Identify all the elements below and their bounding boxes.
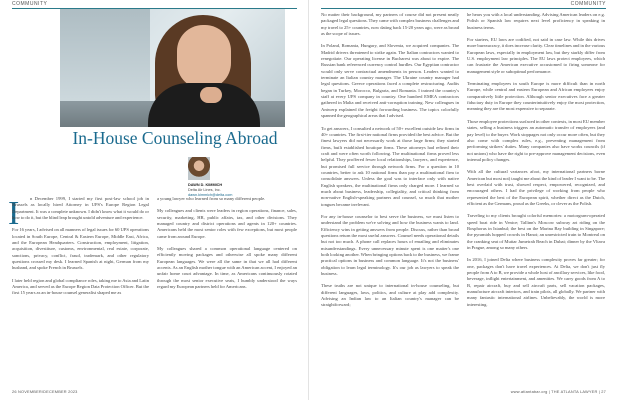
section-label: COMMUNITY: [570, 1, 606, 7]
drop-cap: I: [8, 195, 20, 232]
right-page: [309, 0, 618, 400]
author-email[interactable]: dawn.kimmich@delta.com: [188, 193, 233, 197]
page-footer: 26 NOVEMBER/DECEMBER 2023: [12, 389, 78, 394]
body-column-1: [12, 196, 149, 303]
author-byline: [188, 157, 288, 197]
paragraph: These truths are not unique to international in-house counseling, but different languages, laws, politics, and culture at play add complexity. Advising an Indian law to an Italian country's manager can be straightforward;: [321, 283, 459, 308]
paragraph: With all the cultural variances afoot, my international partners borne American but most not) taught me about the kind of leader I want to be. The best overlaid with trust, showed respect, empowered, recognized, and encouraged others. I had the privilege of working from people who represented the best of the European spirit, whether direct as the Dutch, efficient as the Germans, proud as the Greeks, or clever as the Polish.: [467, 169, 605, 206]
paragraph: Those employee protections surfaced in other contexts, in most EU member states, selling a business triggers an automatic transfer of employees (and pay level) to the buyer. Work stoppages not only occur more often, but they also come with complex rules, e.g., preventing management from performing strikers' duties. Many companies also have works councils (if not unions) who have the right to pre-approve management decisions, even internal policy changes.: [467, 118, 605, 162]
section-label: COMMUNITY: [12, 1, 48, 7]
body-column-2: [157, 196, 297, 296]
paragraph: For starters, EU laws are codified, not said in case law. While this drives more bureaucracy, it does increase clarity. Clear timelines and in the various European laws, especially in employment law, but they starkly differ from U.S. employment law principles. The EU laws protect employees, which can frustrate the American executive accustomed to firing someone for management style or suboptimal performance.: [467, 37, 605, 74]
paragraph: No matter their background, my partners of course did not present neatly packaged legal questions. They came with complex business challenges and my travel to 25+ countries, now dating back 15-20 years ago, were as broad as the scope of issues.: [321, 12, 459, 37]
paragraph: For 16 years, I advised on all manners of legal issues for 60 UPS operations located in South Europe, Central & Eastern Europe, Middle East, Africa, and the European Headquarters. Construction, employment, litigation, acquisition, divestiture, customs, environmental, real estate, corporate, sanctions, privacy, conflict, fraud, trademark, and other regulatory questions crossed my desk. I learned Spanish at night, German from my husband, and spoke French in Brussels.: [12, 227, 149, 271]
paragraph: My colleagues shared a common operational language centered on efficiently moving packages and otherwise all spoke many different European languages. We were all the same in that we all had different accents. As an English mother tongue with an American accent, I enjoyed an unfair home court advantage. In time, as Americans continuously rotated through the most senior executive seats, I humbly understood the ways regard my European partners held for Americans.: [157, 246, 297, 290]
paragraph: In 2016, I joined Delta where business complexity proves far greater; for one, packages don't have travel experiences. At Delta, we don't just fly people from A to B, we provide a whole host of ancillary services, like food, beverage, inflight entertainment, and amenities. We carry goods from A to B, repair aircraft, buy and sell aircraft parts, sell vacation packages, manufacture aircraft interiors, and train pilots, all globally. We partner with many fantastic international airlines. Unbelievably, the world is more interesting.: [467, 257, 605, 307]
body-column-4: [467, 12, 605, 314]
article-title: In-House Counseling Abroad: [72, 128, 278, 148]
paragraph: My colleagues and clients were leaders in region operations, finance, sales, security, marketing, HR, public affairs, tax, and other divisions. They managed country and district operations and agents in 120+ countries. Americans held the most senior roles with few exceptions, but most people came from around Europe.: [157, 208, 297, 239]
top-rule: [321, 8, 606, 9]
page-footer: www.atlantabar.org | THE ATLANTA LAWYER | 27: [510, 389, 606, 394]
paragraph: n December 1999, I started my first post-law school job in Brussels as locally hired Attorney in UPS's Europe Region Legal Department. It was a complete unknown. I didn't know what it would do or how to do it, but the blind leap brought untold adventure and experience.: [12, 196, 149, 221]
body-column-3: [321, 12, 459, 315]
author-name: DAWN D. KIMMICH: [188, 183, 223, 187]
paragraph: a young lawyer who learned from so many different people.: [157, 196, 266, 201]
paragraph: In Poland, Romania, Hungary, and Slovenia, we acquired companies. The Madrid drivers threatened to strike again. The Italian contractors wanted to renegotiate. Our operating license in Bucharest was about to expire. The Russian bank referenced currency control hurdles. Our Egyptian contractor would only serve contractual amendments in person. Leaders wanted to terminate an Italian country manager. The Ukraine country manager had legal questions. Greece operations faced a complete restructuring. Audits began in Turkey, Morocco, Bulgaria, and Romania. I trained the country's staff at every UPS company in country. One hundred EMEA contractors gathered in Malta and received anti-corruption training. New colleagues in Antwerp explained the freight forwarding business. The topics colorfully spanned the geographical areas that I advised.: [321, 43, 459, 119]
paragraph: Terminating employees in south Europe is more difficult than in north Europe, while central and eastern European and African employees enjoy comparatively little protection. Although senior executives face a greater fiduciary duty in Europe they counterintuitively enjoy the most protection, meaning they are the most expensive to separate.: [467, 81, 605, 112]
paragraph: For any in-house counselor to best serve the business, we must listen to understand the problem we're solving and how the business wants to land. Efficiency wins in getting answers from people. Discuss, rather than broad questions return the most useful answers. Counsel needs operational details but not too much. A phone call replaces hours of emailing and eliminates misunderstandings. Every unnecessary minute spent is one matter's one both looking another. When bringing options back to the business, we frame practical options in business and common language. It's not the business' obligation to learn legal terminology. It's our job as lawyers to speak the business.: [321, 213, 459, 277]
author-headshot: [188, 157, 210, 180]
author-company: Delta Air Lines, Inc.: [188, 188, 221, 192]
paragraph: he hears you with a local understanding. Advising American leaders on e.g. Polish or Spanish law requires next level proficiency in speaking in business terms.: [467, 12, 605, 30]
paragraph: Traveling to my clients brought colorful memories: a motorgram-operated speed boat ride in Venice; Tallinn's Moscow subway art riding on the Bosphorus in Istanbul; the best on the Marina Bay building in Singapore; the pyramids hopped crowds in Hanoi; an unrestricted train to Montreal on the cranking seat of Muttar Jumeirah Beach in Dubai; dinner by the Vltava in Prague, among so many others.: [467, 213, 605, 250]
author-portrait-photo: [60, 9, 285, 127]
paragraph: To get answers, I consulted a network of 50+ excellent outside law firms in 40+ countries. The first-tier national firms provided the best advice. But the finest lawyers did not necessarily work at those large firms; they started firms, built established boutique firms. These attorneys had refined their craft and were often worth following. The multinational firms proved less helpful. They proffered fewer local relationships, lawyers, and experience, but promised full service through network firms. For a question in 10 countries, better to ask 10 national firms than pay a multinational firm to consolidate answers. Unless the goal was to interface only with native English speakers, the multinational firms only charged more. I learned so much about business, leadership, collegiality, and critical thinking from non-native English-speaking partners and counsel, so much that mother tongues became irrelevant.: [321, 125, 459, 207]
paragraph: I later held region and global compliance roles, taking me to Asia and Latin America, and served as the Europe Region Data Protection Officer. But the first 15 years as an in-house counsel generalist shaped me as: [12, 277, 149, 296]
